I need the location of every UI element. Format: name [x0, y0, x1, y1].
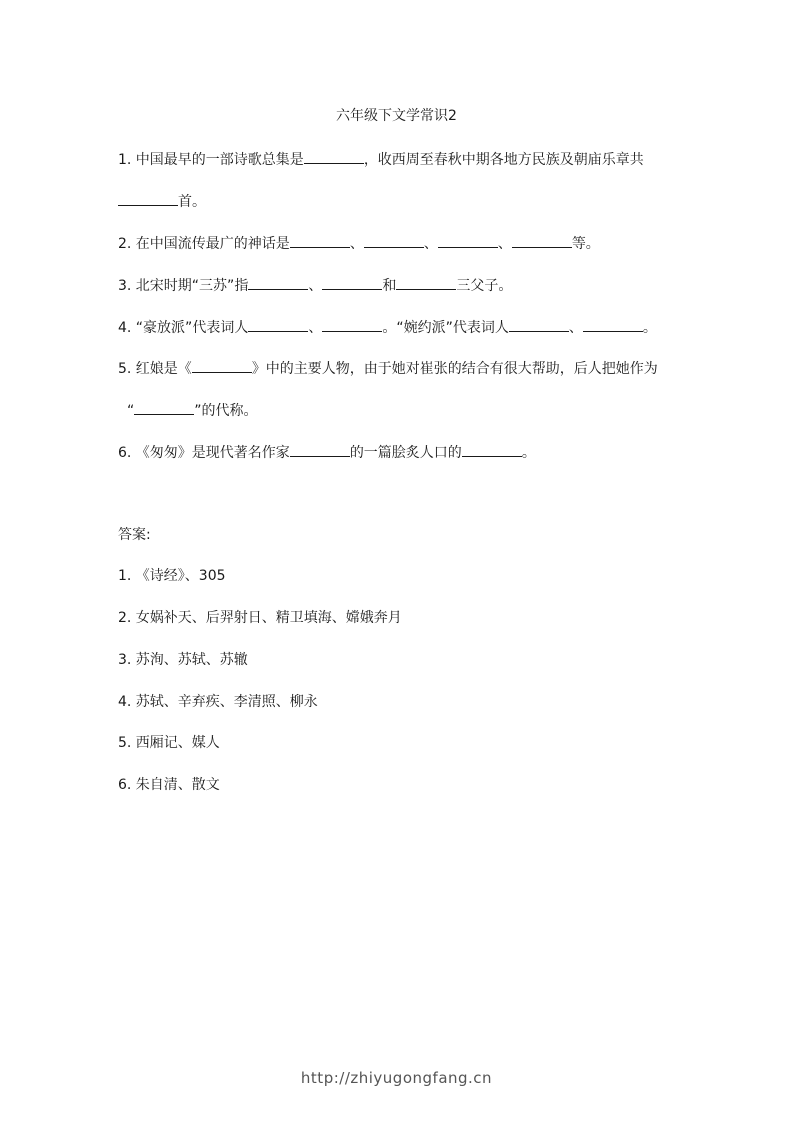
answer-blank — [438, 233, 498, 248]
answer-blank — [583, 317, 643, 332]
question-text: 的一篇脍炙人口的 — [349, 445, 462, 461]
answer-blank — [322, 317, 382, 332]
question-4 — [118, 317, 698, 338]
answer-blank — [364, 233, 424, 248]
answer-item: 4. 苏轼、辛弃疾、李清照、柳永 — [118, 694, 318, 710]
question-text: 三父子。 — [456, 278, 513, 294]
answer-blank — [304, 149, 364, 164]
answer-blank — [290, 442, 350, 457]
answer-blank — [248, 275, 308, 290]
question-text: 。 — [642, 320, 657, 336]
question-text: 2. 在中国流传最广的神话是 — [118, 236, 290, 252]
answer-item: 2. 女娲补天、后羿射日、精卫填海、嫦娥奔月 — [118, 610, 402, 626]
question-6 — [118, 442, 698, 463]
answer-item: 5. 西厢记、媒人 — [118, 735, 220, 751]
question-text: 4. “豪放派”代表词人 — [118, 320, 249, 336]
question-text: 1. 中国最早的一部诗歌总集是 — [118, 152, 304, 168]
question-5 — [118, 358, 698, 379]
separator: 、 — [308, 278, 323, 294]
separator: 、 — [308, 320, 323, 336]
question-1-continued — [118, 191, 698, 212]
answer-blank — [192, 358, 252, 373]
answer-blank — [118, 191, 178, 206]
answer-blank — [134, 400, 194, 415]
answer-blank — [512, 233, 572, 248]
question-text: ”的代称。 — [194, 403, 258, 419]
question-text: 》中的主要人物，由于她对崔张的结合有很大帮助，后人把她作为 — [251, 361, 658, 377]
question-3 — [118, 275, 698, 296]
question-text: ，收西周至春秋中期各地方民族及朝庙乐章共 — [363, 152, 644, 168]
answer-blank — [396, 275, 456, 290]
question-text: 。“婉约派”代表词人 — [382, 320, 509, 336]
question-text: 3. 北宋时期“三苏”指 — [118, 278, 249, 294]
question-text: “ — [127, 403, 135, 419]
question-text: 首。 — [178, 194, 206, 210]
separator: 、 — [497, 236, 512, 252]
answers-heading: 答案: — [118, 527, 151, 543]
answer-blank — [322, 275, 382, 290]
answer-item: 1. 《诗经》、305 — [118, 568, 226, 584]
answer-blank — [290, 233, 350, 248]
answer-blank — [248, 317, 308, 332]
question-2 — [118, 233, 698, 254]
question-text: 等。 — [571, 236, 600, 252]
page-title: 六年级下文学常识2 — [336, 108, 457, 124]
separator: 、 — [568, 320, 583, 336]
question-1 — [118, 149, 698, 170]
question-text: 5. 红娘是《 — [118, 361, 192, 377]
answer-blank — [509, 317, 569, 332]
question-text: 6. 《匆匆》是现代著名作家 — [118, 445, 290, 461]
question-5-continued — [127, 400, 707, 421]
question-text: 。 — [521, 445, 536, 461]
answer-item: 3. 苏洵、苏轼、苏辙 — [118, 652, 248, 668]
separator: 、 — [423, 236, 438, 252]
footer-url: http://zhiyugongfang.cn — [300, 1069, 493, 1087]
question-text: 和 — [382, 278, 397, 294]
separator: 、 — [349, 236, 364, 252]
answer-item: 6. 朱自清、散文 — [118, 777, 220, 793]
answer-blank — [462, 442, 522, 457]
